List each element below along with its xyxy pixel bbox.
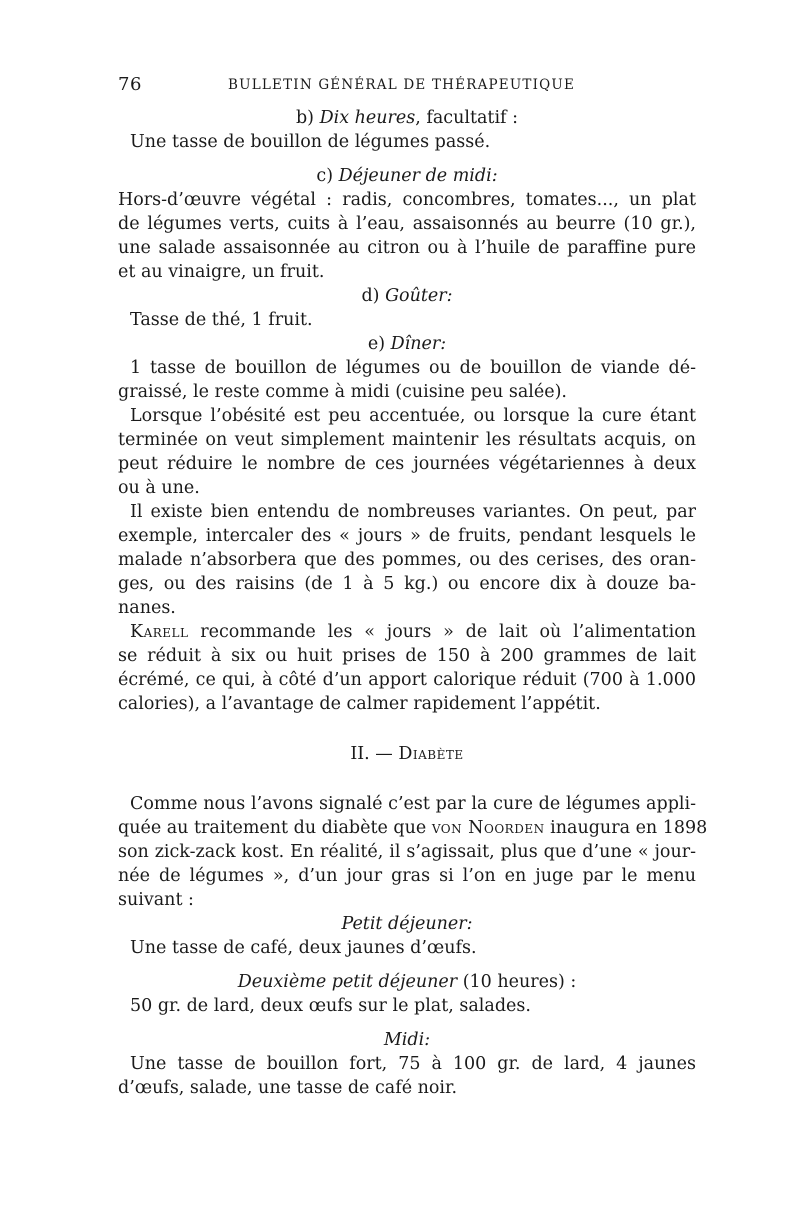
page-number: 76 xyxy=(118,74,142,95)
heading-letter: c) xyxy=(316,166,339,186)
text-line: de légumes verts, cuits à l’eau, assaisonnés au beurre (10 gr.), xyxy=(118,214,696,234)
text-line: d’œufs, salade, une tasse de café noir. xyxy=(118,1078,458,1098)
text-span: inaugura en 1898 xyxy=(544,818,708,838)
text-line: ges, ou des raisins (de 1 à 5 kg.) ou encore dix à douze ba- xyxy=(118,574,696,594)
text-line: peut réduire le nombre de ces journées végétariennes à deux xyxy=(118,454,696,474)
meal-heading-d xyxy=(118,284,696,308)
text-line: se réduit à six ou huit prises de 150 à 200 grammes de lait xyxy=(118,646,696,666)
text-line: Une tasse de bouillon de légumes passé. xyxy=(130,132,491,152)
text-line: écrémé, ce qui, à côté d’un apport calorique réduit (700 à 1.000 xyxy=(118,670,696,690)
text-line: une salade assaisonnée au citron ou à l’huile de paraffine pure xyxy=(118,238,696,258)
section-title: Diabète xyxy=(398,744,464,764)
text-line: malade n’absorbera que des pommes, ou des cerises, des oran- xyxy=(118,550,696,570)
meal-heading-c xyxy=(118,164,696,188)
text-line: Une tasse de café, deux jaunes d’œufs. xyxy=(130,938,477,958)
heading-text: Deuxième petit déjeuner xyxy=(237,972,458,992)
heading-suffix: (10 heures) : xyxy=(457,972,577,992)
heading-text: Dîner: xyxy=(390,334,447,354)
text-line: Une tasse de bouillon fort, 75 à 100 gr. de lard, 4 jaunes xyxy=(130,1054,696,1074)
heading-suffix: , facultatif : xyxy=(415,108,518,128)
heading-letter: d) xyxy=(361,286,386,306)
author-name: Karell xyxy=(130,622,189,642)
heading-text: Déjeuner de midi: xyxy=(338,166,498,186)
heading-text: Dix heures xyxy=(319,108,416,128)
text-span: quée au traitement du diabète que xyxy=(118,818,432,838)
text-line: ou à une. xyxy=(118,478,200,498)
heading-text: Goûter: xyxy=(385,286,453,306)
meal-heading-e xyxy=(118,332,696,356)
text-line: et au vinaigre, un fruit. xyxy=(118,262,325,282)
menu-heading-noon: Midi: xyxy=(383,1030,431,1050)
text-line xyxy=(118,816,708,840)
author-name: von Noorden xyxy=(431,818,545,838)
meal-heading-b xyxy=(118,106,696,130)
text-line xyxy=(118,620,696,644)
text-line: Tasse de thé, 1 fruit. xyxy=(130,310,313,330)
text-line: suivant : xyxy=(118,890,194,910)
text-line: nanes. xyxy=(118,598,176,618)
running-head xyxy=(118,70,696,100)
text-line: 50 gr. de lard, deux œufs sur le plat, salades. xyxy=(130,996,531,1016)
menu-heading-second-breakfast xyxy=(118,970,696,994)
section-number: II. — xyxy=(350,744,399,764)
text-line: née de légumes », d’un jour gras si l’on en juge par le menu xyxy=(118,866,696,886)
text-line: Hors-d’œuvre végétal : radis, concombres, tomates..., un plat xyxy=(118,190,696,210)
text-line: son zick-zack kost. En réalité, il s’agissait, plus que d’une « jour- xyxy=(118,842,696,862)
section-heading xyxy=(118,742,696,766)
text-line: Lorsque l’obésité est peu accentuée, ou lorsque la cure étant xyxy=(130,406,696,426)
text-line: exemple, intercaler des « jours » de fruits, pendant lesquels le xyxy=(118,526,696,546)
text-line: 1 tasse de bouillon de légumes ou de bouillon de viande dé- xyxy=(130,358,696,378)
text-line: terminée on veut simplement maintenir les résultats acquis, on xyxy=(118,430,696,450)
heading-letter: e) xyxy=(367,334,391,354)
text-line: Il existe bien entendu de nombreuses variantes. On peut, par xyxy=(130,502,696,522)
text-span: recommande les « jours » de lait où l’alimentation xyxy=(188,622,696,642)
running-title: BULLETIN GÉNÉRAL DE THÉRAPEUTIQUE xyxy=(228,77,576,93)
text-line: Comme nous l’avons signalé c’est par la cure de légumes appli- xyxy=(130,794,696,814)
heading-letter: b) xyxy=(295,108,320,128)
menu-heading-breakfast: Petit déjeuner: xyxy=(341,914,473,934)
book-page xyxy=(118,70,708,1100)
text-line: calories), a l’avantage de calmer rapidement l’appétit. xyxy=(118,694,601,714)
text-line: graissé, le reste comme à midi (cuisine peu salée). xyxy=(118,382,567,402)
